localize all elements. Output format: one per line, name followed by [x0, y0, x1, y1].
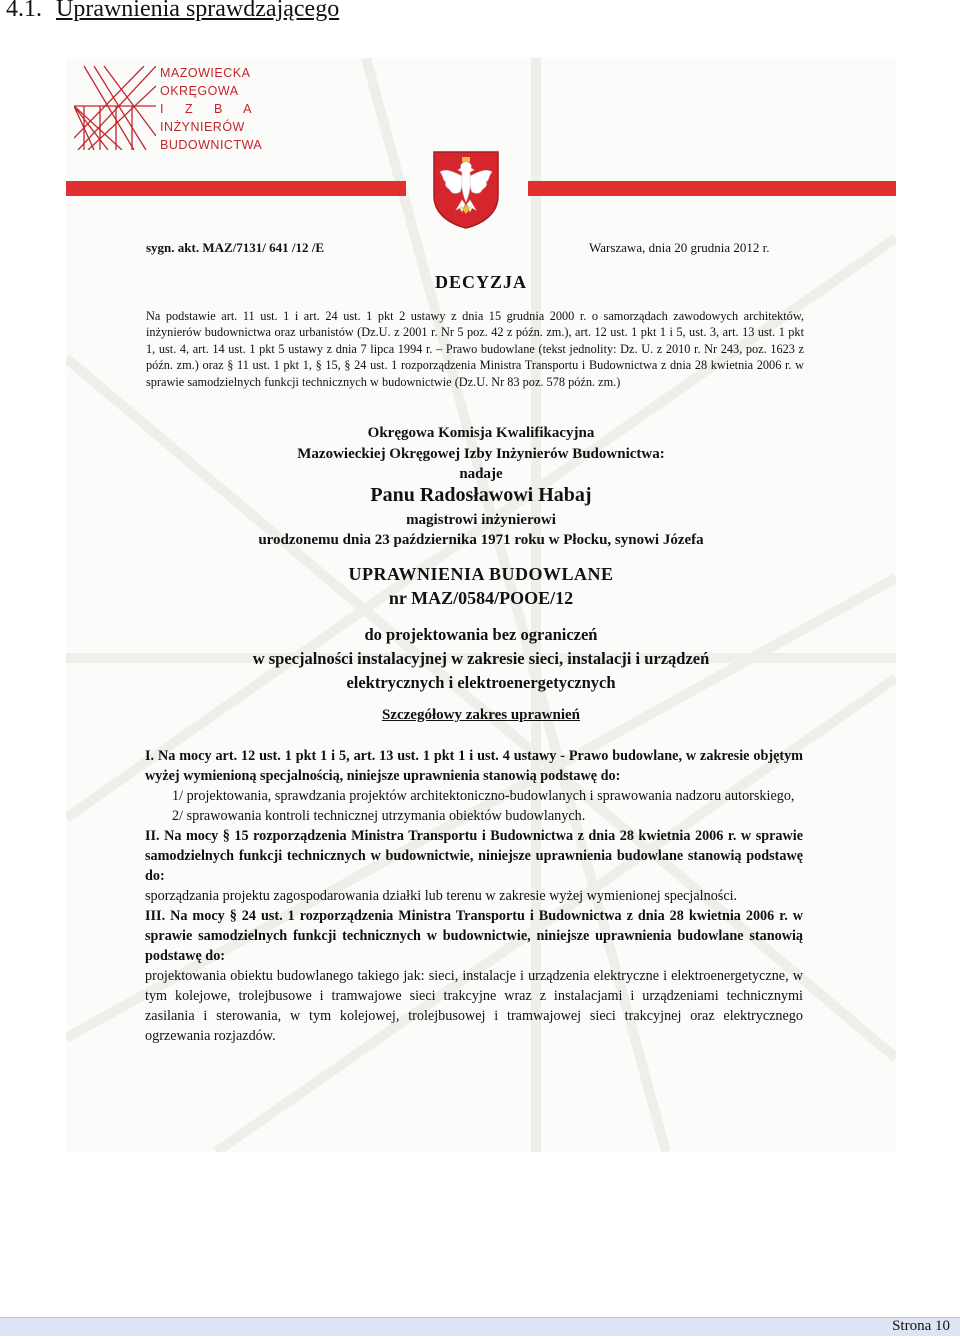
red-stripe-left	[66, 181, 406, 196]
section-2-intro: II. Na mocy § 15 rozporządzenia Ministra Transportu i Budownictwa z dnia 28 kwietnia 2006 r. w sprawie samodzielnych funkcji technicznych w budownictwie, niniejsze uprawnienia budowlane stanowią podstawę do:	[145, 828, 803, 884]
section-title: Uprawnienia sprawdzającego	[56, 0, 340, 22]
permit-scope-sections	[145, 746, 803, 1046]
committee-line-1: Okręgowa Komisja Kwalifikacyjna	[367, 425, 595, 441]
details-heading: Szczegółowy zakres uprawnień	[381, 707, 581, 723]
section-1-item-2: 2/ sprawowania kontroli technicznej utrzymania obiektów budowlanych.	[172, 808, 586, 824]
logo-line: OKRĘGOWA	[160, 84, 239, 98]
logo-line: BUDOWNICTWA	[160, 138, 263, 152]
page-footer	[0, 1317, 960, 1336]
logo-line: I Z B A	[160, 102, 261, 116]
scope-line-3: elektrycznych i elektroenergetycznych	[346, 673, 616, 692]
scope-line-1: do projektowania bez ograniczeń	[364, 625, 598, 644]
scanned-decision-document	[66, 58, 896, 1152]
place-and-date: Warszawa, dnia 20 grudnia 2012 r.	[589, 240, 770, 255]
red-stripe-right	[528, 181, 896, 196]
permit-number: nr MAZ/0584/POOE/12	[388, 588, 574, 608]
recipient-name: Panu Radosławowi Habaj	[370, 484, 592, 506]
chamber-logo-icon	[74, 66, 156, 150]
section-1-item-1: 1/ projektowania, sprawdzania projektów architektoniczno-budowlanych i sprawowania nadzoru autorskiego,	[172, 788, 795, 804]
section-2-text: sporządzania projektu zagospodarowania działki lub terenu w zakresie wyżej wymienionej specjalności.	[145, 888, 738, 904]
section-3-text: projektowania obiektu budowlanego takiego jak: sieci, instalacje i urządzenia elektryczne i elektroenergetyczne, w tym kolejowe, trolejbusowe i tramwajowe sieci trakcyjne wraz z instalacjami i urządzeniami technicznymi zasilania i sterowania, w tym kolejowej, trolejbusowej i tramwajowej sieci trakcyjnej oraz elektrycznego ogrzewania rozjazdów.	[145, 968, 803, 1044]
permit-title: UPRAWNIENIA BUDOWLANE	[348, 564, 614, 584]
section-heading	[6, 0, 339, 23]
section-number: 4.1.	[6, 0, 42, 22]
logo-line: INŻYNIERÓW	[160, 120, 245, 134]
logo-line: MAZOWIECKA	[160, 66, 251, 80]
chamber-logo-text	[160, 64, 262, 154]
committee-line-2: Mazowieckiej Okręgowej Izby Inżynierów Budownictwa:	[297, 446, 665, 462]
recipient-title: magistrowi inżynierowi	[406, 512, 556, 528]
section-1-intro: I. Na mocy art. 12 ust. 1 pkt 1 i 5, art. 13 ust. 1 pkt 1 i ust. 4 ustawy - Prawo budowlane, w zakresie objętym wyżej wymienioną specjalnością, niniejsze uprawnienia stanowią podstawę do:	[145, 748, 803, 784]
scope-line-2: w specjalności instalacyjnej w zakresie sieci, instalacji i urządzeń	[252, 649, 710, 668]
section-3-intro: III. Na mocy § 24 ust. 1 rozporządzenia Ministra Transportu i Budownictwa z dnia 28 kwietnia 2006 r. w sprawie samodzielnych funkcji technicznych w budownictwie, niniejsze uprawnienia budowlane stanowią podstawę do:	[145, 908, 803, 964]
case-reference: sygn. akt. MAZ/7131/ 641 /12 /E	[146, 240, 325, 255]
grants-text: nadaje	[459, 466, 503, 482]
legal-basis-paragraph: Na podstawie art. 11 ust. 1 i art. 24 ust. 1 pkt 2 ustawy z dnia 15 grudnia 2000 r. o samorządach zawodowych architektów, inżynierów budownictwa oraz urbanistów (Dz.U. z 2001 r. Nr 5 poz. 42 z późn. zm.), art. 12 ust. 1 pkt 1 i 5, ust. 3, art. 13 ust. 1 pkt 1, ust. 4, art. 14 ust. 1 pkt 5 ustawy z dnia 7 lipca 1994 r. – Prawo budowlane (tekst jednolity: Dz. U. z 2010 r. Nr 243, poz. 1623 z późn. zm.) oraz § 11 ust. 1 pkt 1, § 15, § 24 ust. 1 rozporządzenia Ministra Transportu i Budownictwa z dnia 28 kwietnia 2006 r. w sprawie samodzielnych funkcji technicznych w budownictwie (Dz.U. Nr 83 poz. 578 późn. zm.)	[146, 309, 804, 389]
page-number: Strona 10	[892, 1318, 950, 1334]
recipient-birth-info: urodzonemu dnia 23 października 1971 roku w Płocku, synowi Józefa	[258, 532, 704, 548]
coat-of-arms-eagle-icon	[432, 150, 500, 230]
document-title: DECYZJA	[434, 272, 527, 292]
